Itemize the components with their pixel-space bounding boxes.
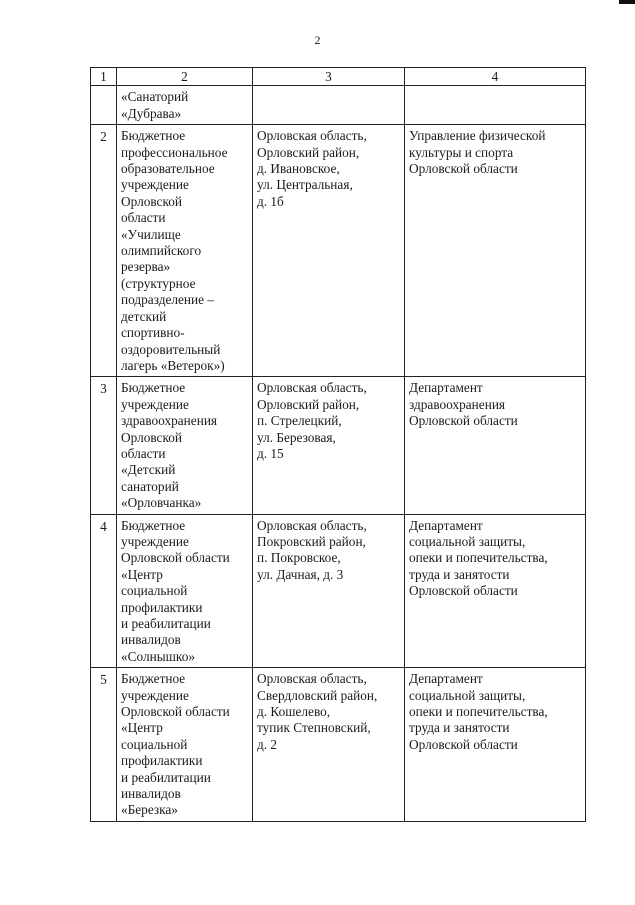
address-line: Орловская область, [257,380,367,396]
name-line: области [121,210,166,226]
name-line: образовательное [121,161,215,177]
address-cell [253,377,405,514]
name-line: «Орловчанка» [121,495,202,511]
authority-line: опеки и попечительства, [409,550,548,566]
authority-line: опеки и попечительства, [409,704,548,720]
name-line: «Березка» [121,802,178,818]
name-line: учреждение [121,533,189,549]
name-line: профилактики [121,599,203,615]
name-line: учреждение [121,396,189,412]
column-header: 4 [405,68,586,86]
authority-line: Орловской области [409,583,518,599]
authority-line: социальной защиты, [409,687,526,703]
name-line: детский [121,308,167,324]
column-header: 1 [91,68,117,86]
name-line: здравоохранения [121,413,218,429]
name-line: олимпийского [121,243,202,259]
name-line: «Санаторий [121,89,189,105]
authority-line: Орловской области [409,413,518,429]
name-line: социальной [121,736,188,752]
address-cell [253,668,405,822]
name-line: Бюджетное [121,128,186,144]
authority-line: здравоохранения [409,396,506,412]
authority-cell [405,377,586,514]
name-line: и реабилитации [121,616,211,631]
address-cell [253,86,405,125]
authority-line: Департамент [409,671,483,687]
address-line: д. Ивановское, [257,161,340,177]
institution-name-cell [117,86,253,125]
address-line: Покровский район, [257,533,366,549]
table-row [91,125,586,377]
name-line: «Центр [121,566,163,582]
address-cell [253,125,405,377]
table-body [91,86,586,821]
authority-cell [405,125,586,377]
row-number-cell: 2 [91,125,117,377]
institution-name-cell [117,514,253,668]
institution-name-cell [117,377,253,514]
row-number-cell: 3 [91,377,117,514]
authority-line: Управление физической [409,128,546,144]
address-line: д. 2 [257,736,278,752]
name-line: социальной [121,583,188,599]
name-line: «Центр [121,720,163,736]
name-line: лагерь «Ветерок») [121,357,225,373]
institution-name-cell [117,668,253,822]
table-row [91,514,586,668]
row-number-cell: 4 [91,514,117,668]
address-line: ул. Березовая, [257,429,336,445]
name-line: «Детский [121,462,176,478]
corner-mark [619,0,635,4]
column-header: 3 [253,68,405,86]
address-line: п. Покровское, [257,550,341,566]
address-line: п. Стрелецкий, [257,413,342,429]
name-line: Бюджетное [121,671,186,687]
authority-line: Орловской области [409,161,518,177]
authority-cell [405,514,586,668]
name-line: Орловской области [121,704,230,720]
authority-line: Департамент [409,380,483,396]
authority-line: культуры и спорта [409,144,514,160]
address-line: Орловский район, [257,396,360,412]
name-line: профилактики [121,753,203,769]
table-row [91,668,586,822]
address-line: Орловская область, [257,128,367,144]
name-line: Орловской области [121,550,230,566]
address-line: Орловская область, [257,671,367,687]
name-line: спортивно- [121,325,185,341]
authority-line: труда и занятости [409,566,510,582]
authority-line: Департамент [409,517,483,533]
name-line: Бюджетное [121,380,186,396]
authority-cell [405,668,586,822]
table-row [91,377,586,514]
name-line: резерва» [121,259,171,275]
name-line: оздоровительный [121,341,221,357]
address-line: ул. Центральная, [257,177,353,193]
column-header: 2 [117,68,253,86]
address-line: д. 15 [257,445,284,461]
name-line: области [121,445,166,461]
name-line: (структурное [121,275,196,291]
address-line: тупик Степновский, [257,720,371,736]
name-line: санаторий [121,478,179,494]
authority-cell [405,86,586,125]
name-line: подразделение – [121,292,215,308]
authority-line: труда и занятости [409,720,510,736]
table-row [91,86,586,125]
table-header-row [91,68,586,86]
authority-line: социальной защиты, [409,533,526,549]
address-line: д. 1б [257,193,284,209]
name-line: «Солнышко» [121,648,195,664]
name-line: учреждение [121,177,189,193]
name-line: «Дубрава» [121,105,182,121]
name-line: и реабилитации [121,769,211,785]
name-line: «Училище [121,226,181,242]
row-number-cell [91,86,117,125]
address-line: Свердловский район, [257,687,378,703]
name-line: профессиональное [121,144,228,160]
institutions-table [90,67,586,822]
name-line: Орловской [121,429,183,445]
row-number-cell: 5 [91,668,117,822]
name-line: Орловской [121,193,183,209]
authority-line: Орловской области [409,736,518,752]
name-line: учреждение [121,687,189,703]
name-line: инвалидов [121,632,181,648]
institution-name-cell [117,125,253,377]
name-line: Бюджетное [121,517,186,533]
address-line: ул. Дачная, д. 3 [257,566,344,582]
address-cell [253,514,405,668]
page-number: 2 [314,33,321,47]
name-line: инвалидов [121,786,181,802]
address-line: Орловский район, [257,144,360,160]
address-line: Орловская область, [257,517,367,533]
address-line: д. Кошелево, [257,704,331,720]
